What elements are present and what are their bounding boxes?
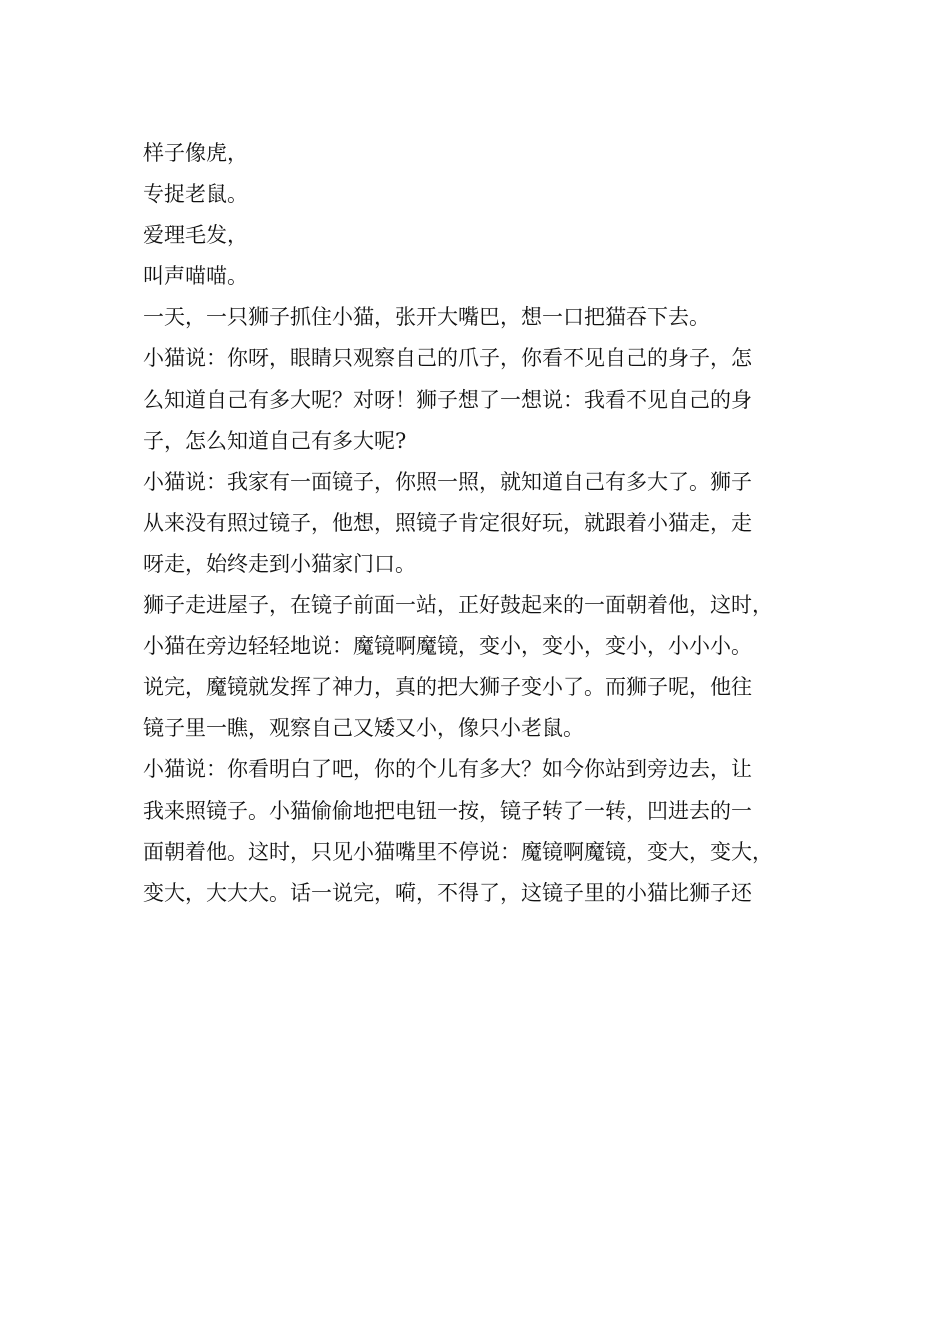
text-line: 从来没有照过镜子，他想，照镜子肯定很好玩，就跟着小猫走，走	[143, 510, 752, 535]
text-line: 一天，一只狮子抓住小猫，张开大嘴巴，想一口把猫吞下去。	[143, 305, 710, 330]
text-line: 说完，魔镜就发挥了神力，真的把大狮子变小了。而狮子呢，他往	[143, 675, 752, 700]
text-line: 呀走，始终走到小猫家门口。	[143, 551, 416, 576]
text-line: 小猫说：你呀，眼睛只观察自己的爪子，你看不见自己的身子，怎	[143, 346, 752, 371]
text-line: 子，怎么知道自己有多大呢?	[143, 428, 407, 453]
text-line: 叫声喵喵。	[143, 264, 248, 289]
document-body	[143, 133, 843, 914]
text-line: 爱理毛发，	[143, 223, 248, 248]
text-line: 小猫说：你看明白了吧，你的个儿有多大？如今你站到旁边去，让	[143, 757, 752, 782]
text-line: 么知道自己有多大呢？对呀！狮子想了一想说：我看不见自己的身	[143, 387, 752, 412]
text-line: 我来照镜子。小猫偷偷地把电钮一按，镜子转了一转，凹进去的一	[143, 798, 752, 823]
text-line: 样子像虎，	[143, 141, 248, 165]
text-line: 镜子里一瞧，观察自己又矮又小，像只小老鼠。	[143, 716, 584, 741]
text-line: 小猫在旁边轻轻地说：魔镜啊魔镜，变小，变小，变小，小小小。	[143, 634, 752, 659]
text-line: 变大，大大大。话一说完，嗬，不得了，这镜子里的小猫比狮子还	[143, 880, 752, 905]
text-line: 小猫说：我家有一面镜子，你照一照，就知道自己有多大了。狮子	[143, 469, 752, 494]
text-line: 狮子走进屋子，在镜子前面一站，正好鼓起来的一面朝着他，这时，	[143, 593, 773, 618]
text-line: 面朝着他。这时，只见小猫嘴里不停说：魔镜啊魔镜，变大，变大，	[143, 839, 773, 864]
text-line: 专捉老鼠。	[143, 182, 248, 207]
